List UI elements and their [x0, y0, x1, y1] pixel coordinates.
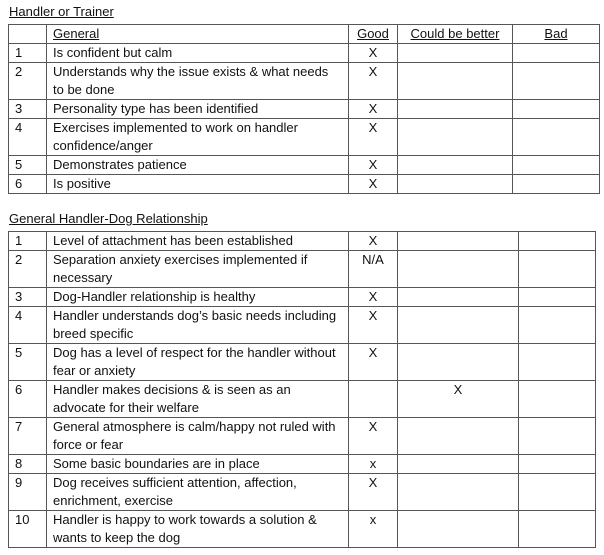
criterion-text: General atmosphere is calm/happy not ruled with force or fear — [47, 418, 349, 455]
good-mark: X — [349, 344, 398, 381]
bad-mark — [519, 232, 596, 251]
row-number: 4 — [9, 307, 47, 344]
could-be-better-mark — [398, 251, 519, 288]
handler-trainer-table — [8, 24, 600, 194]
table-row — [9, 119, 600, 156]
table-row — [9, 156, 600, 175]
handler-dog-relationship-table — [8, 231, 596, 548]
bad-mark — [519, 307, 596, 344]
table-row — [9, 175, 600, 194]
table-row — [9, 455, 596, 474]
row-number: 3 — [9, 100, 47, 119]
good-mark: X — [349, 232, 398, 251]
row-number: 2 — [9, 63, 47, 100]
bad-mark — [513, 119, 600, 156]
criterion-text: Level of attachment has been established — [47, 232, 349, 251]
criterion-text: Dog-Handler relationship is healthy — [47, 288, 349, 307]
good-mark: X — [349, 474, 398, 511]
good-mark: X — [349, 100, 398, 119]
table-row — [9, 418, 596, 455]
could-be-better-mark — [398, 63, 513, 100]
row-number: 10 — [9, 511, 47, 548]
could-be-better-mark — [398, 307, 519, 344]
criterion-text: Separation anxiety exercises implemented if necessary — [47, 251, 349, 288]
table-row — [9, 63, 600, 100]
bad-mark — [519, 288, 596, 307]
criterion-text: Handler makes decisions & is seen as an advocate for their welfare — [47, 381, 349, 418]
could-be-better-mark — [398, 232, 519, 251]
bad-mark — [519, 418, 596, 455]
criterion-text: Some basic boundaries are in place — [47, 455, 349, 474]
could-be-better-mark: X — [398, 381, 519, 418]
could-be-better-mark — [398, 119, 513, 156]
bad-mark — [513, 156, 600, 175]
header-could-be-better: Could be better — [398, 25, 513, 44]
header-general: General — [47, 25, 349, 44]
bad-mark — [513, 44, 600, 63]
row-number: 7 — [9, 418, 47, 455]
good-mark: X — [349, 63, 398, 100]
good-mark: X — [349, 156, 398, 175]
row-number: 5 — [9, 156, 47, 175]
row-number: 1 — [9, 44, 47, 63]
could-be-better-mark — [398, 474, 519, 511]
good-mark: X — [349, 307, 398, 344]
good-mark: X — [349, 175, 398, 194]
could-be-better-mark — [398, 418, 519, 455]
good-mark: X — [349, 119, 398, 156]
bad-mark — [519, 381, 596, 418]
table-row — [9, 44, 600, 63]
table-row — [9, 307, 596, 344]
good-mark: x — [349, 455, 398, 474]
row-number: 9 — [9, 474, 47, 511]
criterion-text: Demonstrates patience — [47, 156, 349, 175]
bad-mark — [513, 63, 600, 100]
row-number: 2 — [9, 251, 47, 288]
bad-mark — [519, 344, 596, 381]
criterion-text: Exercises implemented to work on handler confidence/anger — [47, 119, 349, 156]
criterion-text: Handler understands dog’s basic needs including breed specific — [47, 307, 349, 344]
good-mark: N/A — [349, 251, 398, 288]
criterion-text: Personality type has been identified — [47, 100, 349, 119]
bad-mark — [519, 511, 596, 548]
good-mark: X — [349, 44, 398, 63]
good-mark: x — [349, 511, 398, 548]
table-header-row — [9, 25, 600, 44]
could-be-better-mark — [398, 175, 513, 194]
table-row — [9, 288, 596, 307]
table-row — [9, 344, 596, 381]
row-number: 3 — [9, 288, 47, 307]
good-mark: X — [349, 288, 398, 307]
header-num-cell — [9, 25, 47, 44]
bad-mark — [519, 474, 596, 511]
could-be-better-mark — [398, 288, 519, 307]
row-number: 6 — [9, 175, 47, 194]
table-row — [9, 511, 596, 548]
could-be-better-mark — [398, 100, 513, 119]
criterion-text: Dog has a level of respect for the handler without fear or anxiety — [47, 344, 349, 381]
header-good: Good — [349, 25, 398, 44]
row-number: 1 — [9, 232, 47, 251]
row-number: 5 — [9, 344, 47, 381]
could-be-better-mark — [398, 511, 519, 548]
good-mark: X — [349, 418, 398, 455]
could-be-better-mark — [398, 455, 519, 474]
table-row — [9, 474, 596, 511]
header-bad: Bad — [513, 25, 600, 44]
section-title-handler-trainer: Handler or Trainer — [9, 4, 114, 19]
bad-mark — [519, 251, 596, 288]
criterion-text: Is confident but calm — [47, 44, 349, 63]
could-be-better-mark — [398, 156, 513, 175]
could-be-better-mark — [398, 344, 519, 381]
section-title-handler-dog-relationship: General Handler-Dog Relationship — [9, 211, 208, 226]
could-be-better-mark — [398, 44, 513, 63]
bad-mark — [513, 100, 600, 119]
row-number: 8 — [9, 455, 47, 474]
table-row — [9, 251, 596, 288]
criterion-text: Dog receives sufficient attention, affection, enrichment, exercise — [47, 474, 349, 511]
good-mark — [349, 381, 398, 418]
bad-mark — [513, 175, 600, 194]
table-row — [9, 100, 600, 119]
table-row — [9, 381, 596, 418]
row-number: 6 — [9, 381, 47, 418]
criterion-text: Handler is happy to work towards a solution & wants to keep the dog — [47, 511, 349, 548]
table-row — [9, 232, 596, 251]
row-number: 4 — [9, 119, 47, 156]
criterion-text: Understands why the issue exists & what needs to be done — [47, 63, 349, 100]
bad-mark — [519, 455, 596, 474]
criterion-text: Is positive — [47, 175, 349, 194]
